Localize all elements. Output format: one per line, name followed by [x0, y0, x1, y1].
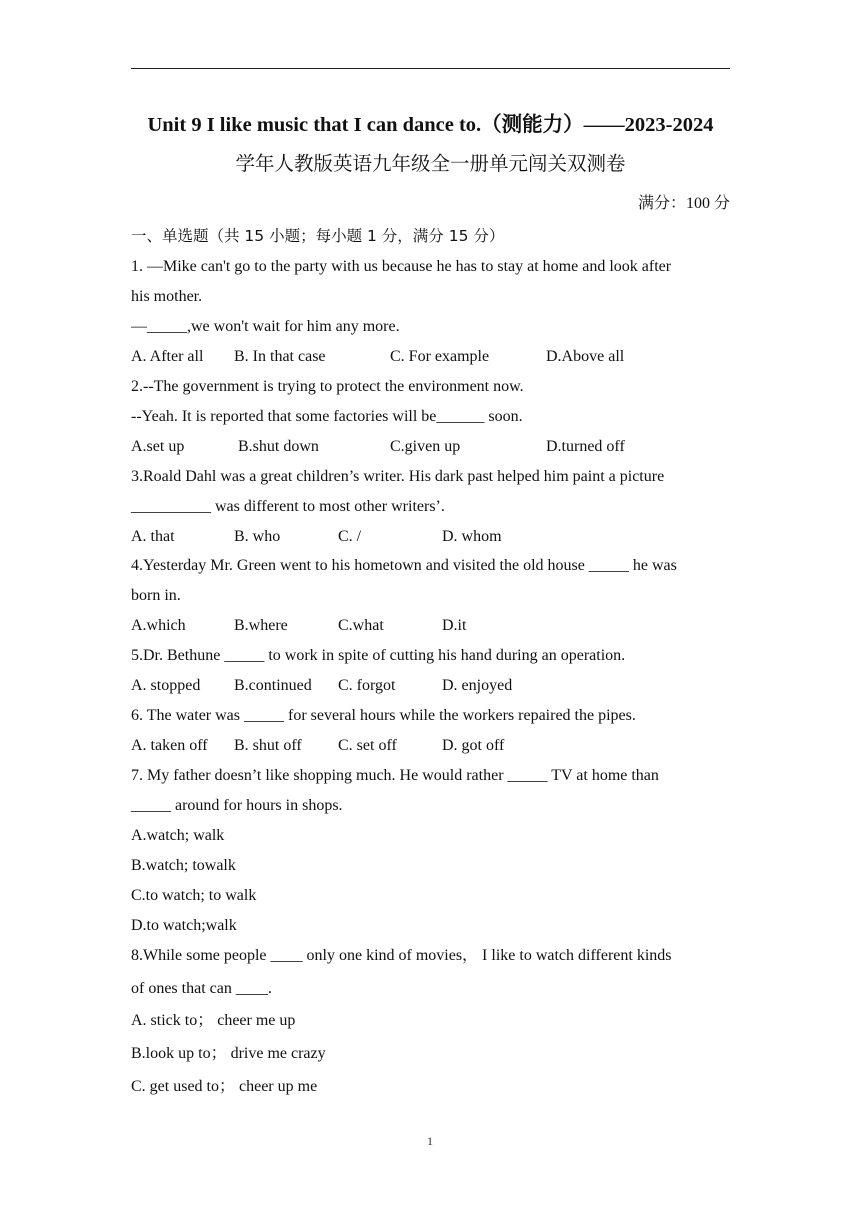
question-3-line-1: 3.Roald Dahl was a great children’s writer. His dark past helped him paint a picture: [131, 468, 665, 485]
option-b: B.continued: [234, 677, 312, 694]
question-7-line-1: 7. My father doesn’t like shopping much. He would rather _____ TV at home than: [131, 767, 659, 784]
question-4-line-2: born in.: [131, 587, 181, 604]
question-7-option-b: B.watch; towalk: [131, 857, 236, 874]
option-b: B.shut down: [238, 438, 319, 455]
option-c: C. /: [338, 528, 362, 545]
option-a: A.which: [131, 617, 186, 634]
question-3-line-2: __________ was different to most other writers’.: [131, 498, 445, 515]
question-7-option-c: C.to watch; to walk: [131, 887, 257, 904]
question-4-line-1: 4.Yesterday Mr. Green went to his hometown and visited the old house _____ he was: [131, 557, 677, 574]
option-c: C.given up: [390, 438, 461, 455]
option-a: A. After all: [131, 348, 204, 365]
option-b: B. who: [234, 528, 281, 545]
option-b: B.where: [234, 617, 288, 634]
option-d: D. whom: [442, 528, 502, 545]
option-b: B. shut off: [234, 737, 302, 754]
question-8-line-1: 8.While some people ____ only one kind of movies， I like to watch different kinds: [131, 947, 672, 964]
option-d: D.turned off: [546, 438, 625, 455]
option-c: C.what: [338, 617, 384, 634]
question-7-line-2: _____ around for hours in shops.: [131, 797, 343, 814]
question-2-line-1: 2.--The government is trying to protect the environment now.: [131, 378, 524, 395]
total-score: 满分：100 分: [637, 195, 730, 212]
question-1-line-1: 1. —Mike can't go to the party with us because he has to stay at home and look after: [131, 258, 672, 275]
option-c: C. forgot: [338, 677, 396, 694]
question-7-option-a: A.watch; walk: [131, 827, 225, 844]
option-a: A. stopped: [131, 677, 201, 694]
option-d: D. got off: [442, 737, 505, 754]
option-a: A. taken off: [131, 737, 208, 754]
question-5-line-1: 5.Dr. Bethune _____ to work in spite of cutting his hand during an operation.: [131, 647, 626, 664]
header-rule: [131, 68, 730, 69]
question-8-option-c: C. get used to； cheer up me: [131, 1078, 318, 1095]
question-8-option-a: A. stick to； cheer me up: [131, 1012, 296, 1029]
option-d: D.Above all: [546, 348, 625, 365]
section-heading: 一、单选题（共 15 小题；每小题 1 分，满分 15 分）: [131, 227, 505, 245]
option-d: D.it: [442, 617, 467, 634]
option-a: A. that: [131, 528, 175, 545]
question-7-option-d: D.to watch;walk: [131, 917, 237, 934]
page-number: 1: [427, 1134, 433, 1148]
question-8-option-b: B.look up to； drive me crazy: [131, 1045, 326, 1062]
option-b: B. In that case: [234, 348, 326, 365]
option-a: A.set up: [131, 438, 185, 455]
question-2-line-2: --Yeah. It is reported that some factories will be______ soon.: [131, 408, 523, 425]
option-c: C. set off: [338, 737, 397, 754]
option-c: C. For example: [390, 348, 490, 365]
doc-title-line-1: Unit 9 I like music that I can dance to.（测能力）——2023-2024: [147, 114, 714, 136]
question-1-line-3: —_____,we won't wait for him any more.: [131, 318, 400, 335]
question-6-line-1: 6. The water was _____ for several hours while the workers repaired the pipes.: [131, 707, 636, 724]
question-1-line-2: his mother.: [131, 288, 203, 305]
option-d: D. enjoyed: [442, 677, 513, 694]
doc-title-line-2: 学年人教版英语九年级全一册单元闯关双测卷: [235, 152, 626, 175]
question-8-line-2: of ones that can ____.: [131, 980, 272, 997]
